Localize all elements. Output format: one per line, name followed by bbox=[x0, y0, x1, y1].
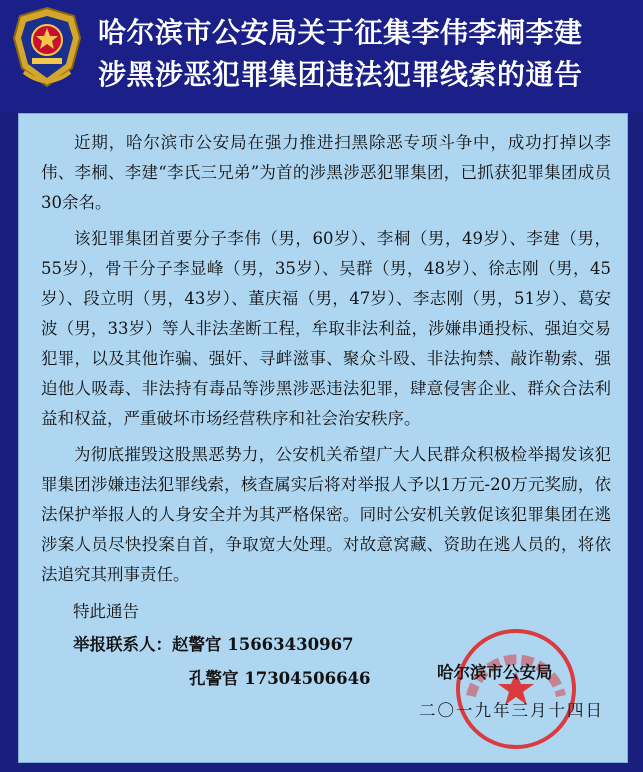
paragraph-2: 该犯罪集团首要分子李伟（男，60岁）、李桐（男，49岁）、李建（男，55岁），骨干分子李显峰（男，35岁）、吴群（男，48岁）、徐志刚（男，45岁）、段立明（男，43岁）、董庆福（男，47岁）、李志刚（男，51岁）、葛安波（男，33岁）等人非法垄断工程，牟取非法利益，涉嫌串通投标、强迫交易犯罪，以及其他诈骗、强奸、寻衅滋事、聚众斗殴、非法拘禁、敲诈勒索、强迫他人吸毒、非法持有毒品等涉黑涉恶违法犯罪，肆意侵害企业、群众合法利益和权益，严重破坏市场经营秩序和社会治安秩序。 bbox=[41, 229, 611, 428]
title-line-1: 哈尔滨市公安局关于征集李伟李桐李建 bbox=[98, 16, 583, 49]
contact-1: 举报联系人：赵警官 15663430967 bbox=[73, 635, 354, 654]
title-line-2: 涉黑涉恶犯罪集团违法犯罪线索的通告 bbox=[98, 58, 583, 91]
closing-text: 特此通告 bbox=[73, 602, 139, 621]
paragraph-3: 为彻底摧毁这股黑恶势力，公安机关希望广大人民群众积极检举揭发该犯罪集团涉嫌违法犯罪线索，核查属实后将对举报人予以1万元-20万元奖励，依法保护举报人的人身安全并为其严格保密。同时公安机关敦促该犯罪集团在逃涉案人员尽快投案自首，争取宽大处理。对故意窝藏、资助在逃人员的，将依法追究其刑事责任。 bbox=[41, 445, 611, 584]
page-title bbox=[98, 12, 638, 96]
issue-date: 二〇一九年三月十四日 bbox=[419, 701, 604, 720]
issuing-organization: 哈尔滨市公安局 bbox=[437, 663, 553, 682]
notice-panel bbox=[18, 113, 628, 763]
police-emblem-icon bbox=[8, 6, 86, 90]
contact-2: 孔警官 17304506646 bbox=[189, 669, 371, 688]
official-seal-icon bbox=[451, 624, 581, 754]
header-banner bbox=[0, 0, 643, 112]
paragraph-1: 近期，哈尔滨市公安局在强力推进扫黑除恶专项斗争中，成功打掉以李伟、李桐、李建“李氏三兄弟”为首的涉黑涉恶犯罪集团，已抓获犯罪集团成员30余名。 bbox=[41, 133, 611, 212]
